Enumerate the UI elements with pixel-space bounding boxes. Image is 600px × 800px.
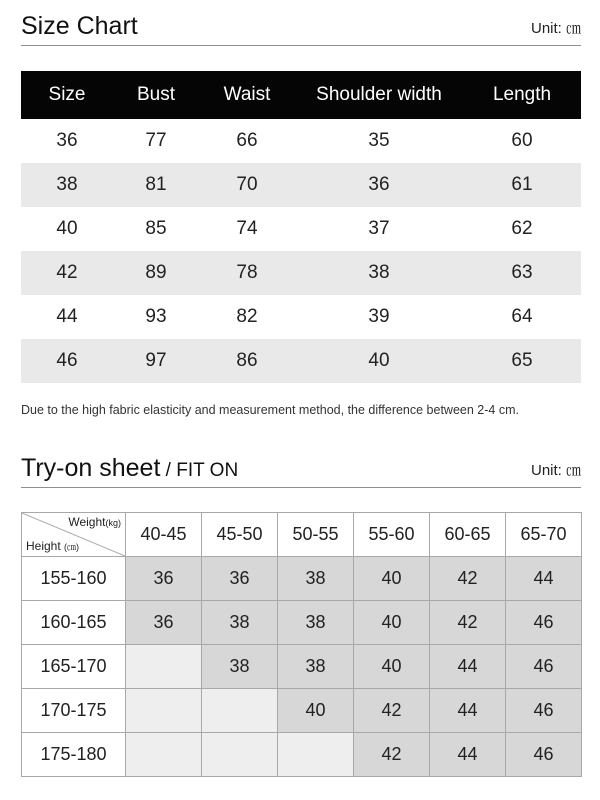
size-chart-row	[21, 251, 581, 295]
recommended-size-cell: 46	[506, 689, 582, 733]
size-cell: 38	[21, 163, 113, 207]
size-cell: 40	[56, 218, 78, 239]
height-range-cell: 155-160	[22, 557, 126, 601]
length-cell: 63	[463, 251, 581, 295]
weight-axis-label	[68, 515, 121, 529]
tryon-row	[22, 557, 582, 601]
bust-cell: 97	[113, 339, 199, 383]
empty-size-cell	[202, 733, 278, 777]
recommended-size-cell: 44	[430, 733, 506, 777]
recommended-size-cell: 40	[354, 645, 430, 689]
size-chart-row	[21, 339, 581, 383]
waist-cell: 70	[199, 163, 295, 207]
bust-cell: 89	[113, 251, 199, 295]
height-range-cell: 165-170	[22, 645, 126, 689]
bust-cell: 81	[113, 163, 199, 207]
length-cell: 61	[463, 163, 581, 207]
empty-size-cell	[126, 645, 202, 689]
tryon-row	[22, 601, 582, 645]
recommended-size-cell: 42	[430, 601, 506, 645]
tryon-title	[21, 454, 238, 483]
height-range-cell: 170-175	[22, 689, 126, 733]
size-chart-row	[21, 163, 581, 207]
column-header-bust: Bust	[113, 71, 199, 119]
recommended-size-cell: 42	[430, 557, 506, 601]
recommended-size-cell: 38	[278, 645, 354, 689]
recommended-size-cell: 44	[430, 645, 506, 689]
recommended-size-cell: 38	[278, 557, 354, 601]
column-header-waist: Waist	[199, 71, 295, 119]
recommended-size-cell: 42	[354, 689, 430, 733]
column-header-size: Size	[21, 71, 113, 119]
length-cell: 65	[463, 339, 581, 383]
shoulder-width-cell: 39	[368, 306, 390, 327]
waist-cell: 74	[236, 218, 258, 239]
weight-height-corner-cell	[22, 513, 126, 557]
height-range-cell: 175-180	[22, 733, 126, 777]
measurement-note: Due to the high fabric elasticity and measurement method, the difference between 2-4 cm.	[21, 403, 519, 417]
column-header-shoulder-width: Shoulder width	[295, 71, 463, 119]
recommended-size-cell: 40	[354, 601, 430, 645]
size-chart-table	[21, 71, 581, 383]
size-cell: 46	[21, 339, 113, 383]
recommended-size-cell: 42	[354, 733, 430, 777]
recommended-size-cell: 44	[430, 689, 506, 733]
recommended-size-cell: 38	[202, 645, 278, 689]
size-cell: 44	[56, 306, 78, 327]
tryon-header-row	[22, 513, 582, 557]
empty-size-cell	[202, 689, 278, 733]
column-header-length: Length	[463, 71, 581, 119]
size-chart-unit: Unit: ㎝	[530, 20, 581, 37]
length-cell: 60	[511, 130, 533, 151]
size-cell: 42	[21, 251, 113, 295]
tryon-row	[22, 689, 582, 733]
empty-size-cell	[126, 689, 202, 733]
height-unit-text: (㎝)	[64, 542, 80, 552]
recommended-size-cell: 46	[506, 645, 582, 689]
recommended-size-cell: 46	[506, 601, 582, 645]
bust-cell: 93	[145, 306, 167, 327]
weight-range-header: 50-55	[278, 513, 354, 557]
weight-range-header: 40-45	[126, 513, 202, 557]
size-chart-header	[21, 0, 581, 46]
size-chart-header-row	[21, 71, 581, 119]
tryon-row	[22, 645, 582, 689]
weight-label-text: Weight	[68, 515, 106, 529]
size-chart-row	[21, 207, 581, 251]
bust-cell: 77	[145, 130, 167, 151]
length-cell: 64	[511, 306, 533, 327]
recommended-size-cell: 36	[126, 601, 202, 645]
tryon-subtitle: / FIT ON	[160, 460, 239, 481]
weight-range-header: 45-50	[202, 513, 278, 557]
recommended-size-cell: 40	[354, 557, 430, 601]
size-cell: 36	[56, 130, 78, 151]
shoulder-width-cell: 38	[295, 251, 463, 295]
bust-cell: 85	[145, 218, 167, 239]
recommended-size-cell: 40	[278, 689, 354, 733]
weight-range-header: 65-70	[506, 513, 582, 557]
weight-range-header: 55-60	[354, 513, 430, 557]
tryon-title-main: Try-on sheet	[21, 454, 161, 482]
waist-cell: 82	[236, 306, 258, 327]
size-chart-row	[21, 295, 581, 339]
size-chart-title: Size Chart	[21, 12, 138, 40]
shoulder-width-cell: 35	[368, 130, 390, 151]
empty-size-cell	[278, 733, 354, 777]
height-axis-label	[26, 539, 79, 553]
weight-range-header: 60-65	[430, 513, 506, 557]
recommended-size-cell: 36	[126, 557, 202, 601]
height-range-cell: 160-165	[22, 601, 126, 645]
tryon-header	[21, 442, 581, 488]
weight-unit-text: (kg)	[105, 518, 121, 528]
shoulder-width-cell: 37	[368, 218, 390, 239]
tryon-table	[21, 512, 582, 777]
waist-cell: 78	[199, 251, 295, 295]
shoulder-width-cell: 36	[295, 163, 463, 207]
recommended-size-cell: 44	[506, 557, 582, 601]
size-chart-row	[21, 119, 581, 163]
recommended-size-cell: 36	[202, 557, 278, 601]
recommended-size-cell: 38	[278, 601, 354, 645]
empty-size-cell	[126, 733, 202, 777]
tryon-unit: Unit: ㎝	[530, 462, 581, 479]
waist-cell: 86	[199, 339, 295, 383]
recommended-size-cell: 38	[202, 601, 278, 645]
waist-cell: 66	[236, 130, 258, 151]
height-label-text: Height	[26, 539, 65, 553]
shoulder-width-cell: 40	[295, 339, 463, 383]
length-cell: 62	[511, 218, 533, 239]
tryon-row	[22, 733, 582, 777]
recommended-size-cell: 46	[506, 733, 582, 777]
